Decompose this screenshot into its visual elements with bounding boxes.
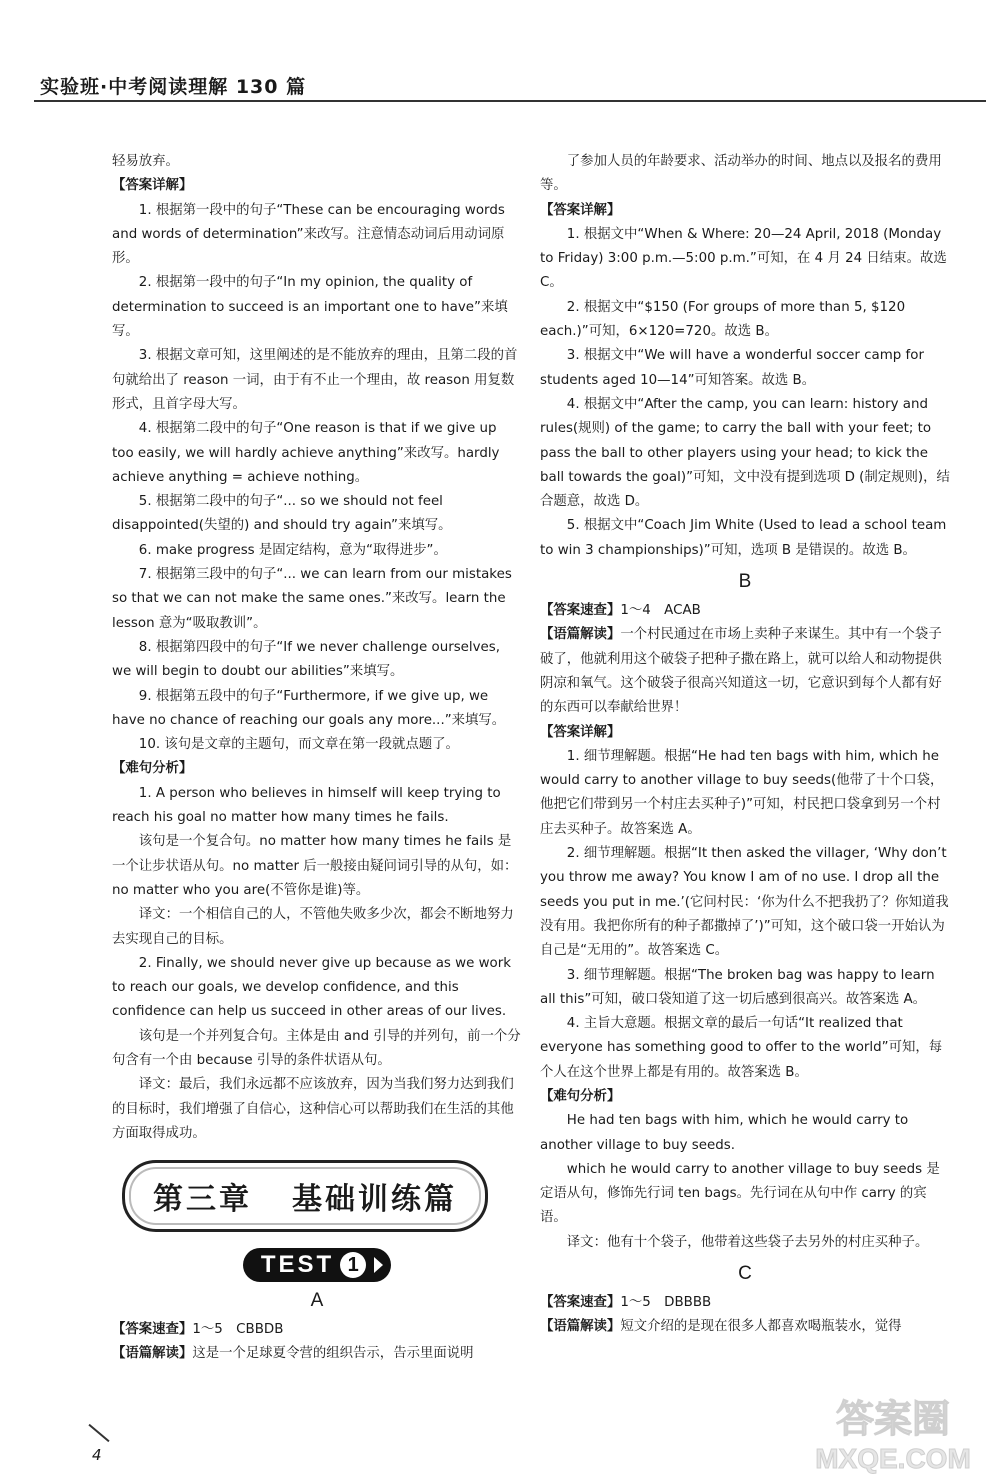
passage-b-heading: B xyxy=(738,571,752,593)
reading-label: 【语篇解读】 xyxy=(540,627,621,643)
right-answer-4: 4. 根据文中“After the camp, you can learn: history and rules(规则) of the game; to carry the ball with your feet; to pass the ball to other players using your head; to kick the ball towards the goal)”可知，文中没有提到选项 D (制定规则)，结合题意，故选 D。 xyxy=(540,396,950,510)
passage-c-heading: C xyxy=(738,1263,752,1285)
left-intro: 轻易放弃。 xyxy=(112,154,179,169)
quick-answer-label: 【答案速查】 xyxy=(540,603,621,619)
reading-value: 这是一个足球夏令营的组织告示，告示里面说明 xyxy=(192,1346,474,1362)
left-answer-4: 4. 根据第二段中的句子“One reason is that if we give up too easily, we will hardly achieve anything”来改写。hardly achieve anything = achieve nothing。 xyxy=(112,421,500,485)
quick-answer-value: 1～5 CBBDB xyxy=(192,1322,284,1338)
left-answer-9: 9. 根据第五段中的句子“Furthermore, if we give up, we have no chance of reaching our goals any more...”来填写。 xyxy=(112,688,506,728)
watermark-logo xyxy=(798,1390,988,1476)
quick-answer-label: 【答案速查】 xyxy=(540,1295,621,1311)
right-answer-5: 5. 根据文中“Coach Jim White (Used to lead a school team to win 3 championships)”可知，选项 B 是错误的。故选 B。 xyxy=(540,518,947,558)
right-analysis-1: He had ten bags with him, which he would carry to another village to buy seeds. xyxy=(540,1113,909,1153)
test-badge-wrap xyxy=(112,1248,522,1282)
right-continuation: 了参加人员的年龄要求、活动举办的时间、地点以及报名的费用等。 xyxy=(540,154,942,194)
passage-b-reading xyxy=(540,623,950,720)
left-analysis-2: 该句是一个复合句。no matter how many times he fails 是一个让步状语从句。no matter 后一般接由疑问词引导的从句，如：no matter who you are(不管你是谁)等。 xyxy=(112,834,518,898)
play-arrow-icon xyxy=(374,1257,383,1273)
right-b-answer-1: 1. 细节理解题。根据“He had ten bags with him, which he would carry to another village to buy seeds(他带了十个口袋，他把它们带到另一个村庄去买种子)”可知，村民把口袋拿到另一个村庄去买种子。故答案选 A。 xyxy=(540,748,944,837)
reading-value: 一个村民通过在市场上卖种子来谋生。其中有一个袋子破了，他就利用这个破袋子把种子撒在路上，就可以给人和动物提供阴凉和氧气。这个破袋子很高兴知道这一切，它意识到每个人都有好的东西可以奉献给世界！ xyxy=(540,627,942,716)
left-answer-10: 10. 该句是文章的主题句，而文章在第一段就点题了。 xyxy=(138,737,459,753)
left-answer-5: 5. 根据第二段中的句子“... so we should not feel disappointed(失望的) and should try again”来填写。 xyxy=(112,494,452,534)
right-b-answer-2: 2. 细节理解题。根据“It then asked the villager, ‘Why don’t you throw me away? You know I am of no use. I drop all the seeds you put in me.’(它问村民：‘你为什么不把我扔了？你知道我没有用。我把你所有的种子都撒掉了’)”可知，这个破口袋一开始认为自己是“无用的”。故答案选 C。 xyxy=(540,846,949,959)
left-answer-6: 6. make progress 是固定结构，意为“取得进步”。 xyxy=(138,542,447,558)
passage-a-reading xyxy=(112,1342,522,1366)
reading-label: 【语篇解读】 xyxy=(540,1319,621,1335)
right-section-difficult-sentence: 【难句分析】 xyxy=(540,1088,621,1104)
right-b-answer-4: 4. 主旨大意题。根据文章的最后一句话“It realized that everyone has something good to offer to the world”可知，每个人在这个世界上都是有用的。故答案选 B。 xyxy=(540,1016,943,1080)
passage-c-quick-answer xyxy=(540,1291,950,1315)
passage-a-heading: A xyxy=(310,1290,324,1312)
right-column xyxy=(540,150,950,1340)
right-b-answer-3: 3. 细节理解题。根据“The broken bag was happy to learn all this”可知，破口袋知道了这一切后感到很高兴。故答案选 A。 xyxy=(540,967,935,1007)
left-answer-1: 1. 根据第一段中的句子“These can be encouraging words and words of determination”来改写。注意情态动词后用动词原形。 xyxy=(112,202,505,267)
right-analysis-3: 译文：他有十个袋子，他带着这些袋子去另外的村庄买种子。 xyxy=(566,1234,929,1250)
right-analysis-2: which he would carry to another village to buy seeds 是定语从句，修饰先行词 ten bags。先行词在从句中作 carry 的宾语。 xyxy=(540,1161,940,1226)
right-section-answer-detail-b: 【答案详解】 xyxy=(540,724,621,740)
watermark-line2: MXQE.COM xyxy=(815,1443,971,1474)
reading-value: 短文介绍的是现在很多人都喜欢喝瓶装水，觉得 xyxy=(620,1319,902,1335)
left-analysis-5: 该句是一个并列复合句。主体是由 and 引导的并列句，前一个分句含有一个由 because 引导的条件状语从句。 xyxy=(112,1028,521,1068)
test-badge xyxy=(243,1248,391,1282)
quick-answer-label: 【答案速查】 xyxy=(112,1322,193,1338)
chapter-title: 基础训练篇 xyxy=(292,1182,457,1218)
chapter-number: 第三章 xyxy=(153,1182,252,1218)
page-corner-mark xyxy=(88,1424,109,1442)
right-answer-3: 3. 根据文中“We will have a wonderful soccer camp for students aged 10—14”可知答案。故选 B。 xyxy=(540,348,924,388)
reading-label: 【语篇解读】 xyxy=(112,1346,193,1362)
left-analysis-1: 1. A person who believes in himself will keep trying to reach his goal no matter how many times he fails. xyxy=(112,785,501,826)
left-answer-3: 3. 根据文章可知，这里阐述的是不能放弃的理由，且第二段的首句就给出了 reason 一词，由于有不止一个理由，故 reason 用复数形式，且首字母大写。 xyxy=(112,348,518,412)
passage-a-quick-answer xyxy=(112,1318,522,1342)
test-label: TEST xyxy=(260,1251,335,1279)
quick-answer-value: 1～4 ACAB xyxy=(620,603,701,619)
right-section-answer-detail: 【答案详解】 xyxy=(540,202,621,218)
header-rule xyxy=(34,100,986,102)
running-header: 实验班·中考阅读理解 130 篇 xyxy=(40,76,307,98)
left-column xyxy=(112,150,522,1367)
quick-answer-value: 1～5 DBBBB xyxy=(620,1295,712,1311)
watermark-line1: 答案圈 xyxy=(835,1397,951,1441)
page-number: 4 xyxy=(92,1446,102,1464)
passage-b-quick-answer xyxy=(540,599,950,623)
right-answer-1: 1. 根据文中“When & Where: 20—24 April, 2018 (Monday to Friday) 3:00 p.m.—5:00 p.m.”可知，在 4 月 24 日结束。故选 C。 xyxy=(540,226,947,291)
test-number: 1 xyxy=(340,1252,366,1278)
left-section-answer-detail: 【答案详解】 xyxy=(112,178,193,194)
left-section-difficult-sentence: 【难句分析】 xyxy=(112,761,193,777)
left-analysis-4: 2. Finally, we should never give up because as we work to reach our goals, we develop confidence, and this confidence can help us succeed in other areas of our lives. xyxy=(112,955,512,1020)
chapter-banner xyxy=(122,1160,488,1232)
left-analysis-3: 译文：一个相信自己的人，不管他失败多少次，都会不断地努力去实现自己的目标。 xyxy=(112,907,514,947)
passage-c-reading xyxy=(540,1315,950,1339)
right-answer-2: 2. 根据文中“$150 (For groups of more than 5, $120 each.)”可知，6×120=720。故选 B。 xyxy=(540,299,906,340)
left-answer-2: 2. 根据第一段中的句子“In my opinion, the quality of determination to succeed is an important one to have”来填写。 xyxy=(112,275,508,340)
left-answer-7: 7. 根据第三段中的句子“... we can learn from our mistakes so that we can not make the same ones.”来改写。learn the lesson 意为“吸取教训”。 xyxy=(112,567,512,631)
left-analysis-6: 译文：最后，我们永远都不应该放弃，因为当我们努力达到我们的目标时，我们增强了自信心，这种信心可以帮助我们在生活的其他方面取得成功。 xyxy=(112,1077,514,1141)
left-answer-8: 8. 根据第四段中的句子“If we never challenge ourselves, we will begin to doubt our abilities”来填写。 xyxy=(112,639,501,680)
